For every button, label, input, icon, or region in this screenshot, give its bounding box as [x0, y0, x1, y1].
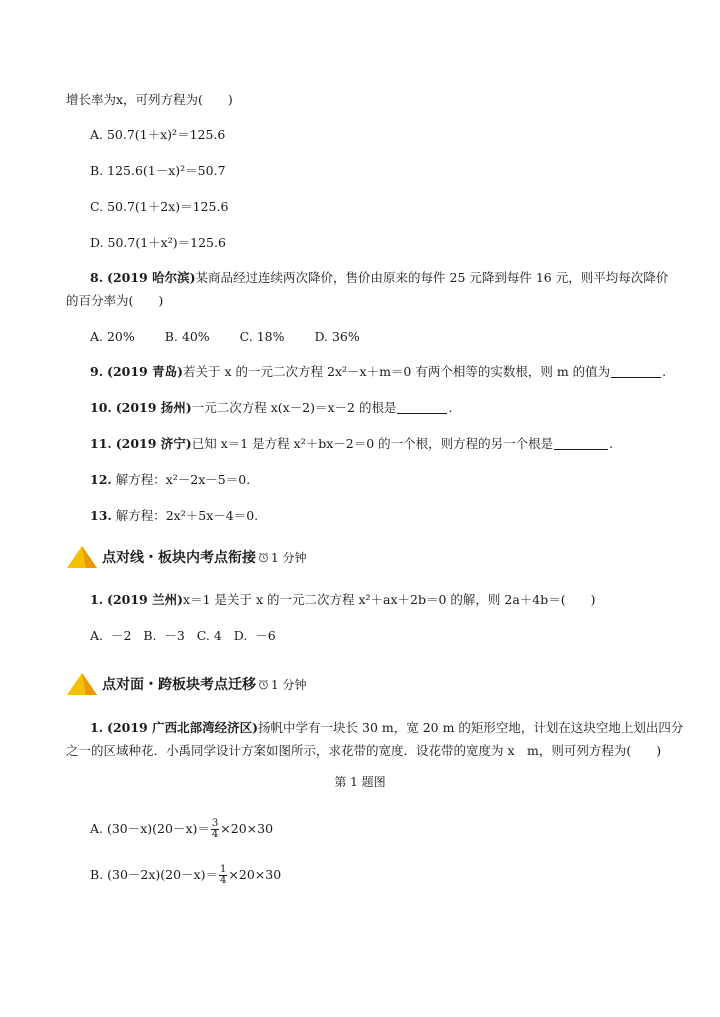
section2-q1-stem-line2: 之一的区域种花．小禹同学设计方案如图所示，求花带的宽度．设花带的宽度为 x m，则可列方程为( ): [66, 743, 662, 758]
alarm-clock-icon: [258, 552, 269, 563]
q9-stem: 若关于 x 的一元二次方程 2x²－x＋m＝0 有两个相等的实数根，则 m 的值为: [183, 364, 611, 379]
option-b-prefix: B. (30－2x)(20－x)＝: [90, 867, 219, 882]
q11-answer-blank[interactable]: [554, 437, 608, 450]
q7-stem-tail: 增长率为x，可列方程为( ): [66, 92, 233, 107]
option-b-fraction: [219, 865, 227, 886]
q12: [90, 472, 250, 488]
q10-answer-blank[interactable]: [397, 401, 447, 414]
q9-source: (2019 青岛): [107, 364, 184, 379]
pyramid-icon: [66, 672, 98, 696]
q8-option-a: A. 20%: [90, 329, 135, 344]
section2-minutes: 1 分钟: [271, 677, 307, 692]
q13-stem: 解方程：2x²＋5x－4＝0.: [115, 508, 259, 523]
option-a-numerator: 3: [211, 818, 219, 829]
section2-q1-option-a: [90, 817, 273, 841]
section1-q1-stem: x＝1 是关于 x 的一元二次方程 x²＋ax＋2b＝0 的解，则 2a＋4b＝( ): [183, 592, 596, 607]
q8-option-d: D. 36%: [314, 329, 360, 344]
q8-number: 8.: [90, 270, 104, 285]
q12-number: 12.: [90, 472, 112, 487]
section1-q1-source: (2019 兰州): [107, 592, 184, 607]
q10-number: 10.: [90, 400, 112, 415]
option-a-prefix: A. (30－x)(20－x)＝: [90, 821, 210, 836]
q11: [90, 436, 613, 452]
q11-number: 11.: [90, 436, 112, 451]
section1-heading: [66, 544, 306, 570]
section1-minutes: 1 分钟: [271, 550, 307, 565]
q9-number: 9.: [90, 364, 104, 379]
q11-stem: 已知 x＝1 是方程 x²＋bx－2＝0 的一个根，则方程的另一个根是: [191, 436, 554, 451]
q13: [90, 508, 258, 524]
option-b-denominator: 4: [220, 875, 227, 886]
q12-stem: 解方程：x²－2x－5＝0.: [115, 472, 251, 487]
q10-stem: 一元二次方程 x(x－2)＝x－2 的根是: [191, 400, 397, 415]
option-a-suffix: ×20×30: [220, 821, 274, 836]
q7-option-d: D. 50.7(1＋x²)＝125.6: [90, 235, 226, 250]
figure-caption: 第 1 题图: [334, 775, 386, 789]
q9-answer-blank[interactable]: [611, 365, 661, 378]
option-b-numerator: 1: [220, 864, 227, 875]
section2-q1-stem-line1: 扬帆中学有一块长 30 m，宽 20 m 的矩形空地，计划在这块空地上划出四分: [258, 720, 684, 735]
q10: [90, 400, 452, 416]
section2-q1-option-b: [90, 863, 281, 887]
section2-q1-number: 1.: [90, 720, 104, 735]
pyramid-icon: [66, 545, 98, 569]
q13-number: 13.: [90, 508, 112, 523]
q7-option-a: A. 50.7(1＋x)²＝125.6: [90, 127, 226, 142]
q8-source: (2019 哈尔滨): [107, 270, 196, 285]
q9-end: .: [662, 364, 667, 379]
q11-source: (2019 济宁): [115, 436, 192, 451]
section2-heading: [66, 671, 306, 697]
option-a-fraction: [211, 819, 219, 840]
q9: [90, 364, 666, 380]
section2-q1: [90, 720, 683, 736]
option-b-suffix: ×20×30: [228, 867, 282, 882]
q8-stem: [90, 270, 668, 286]
section2-q1-source: (2019 广西北部湾经济区): [107, 720, 259, 735]
section1-title: 点对线・板块内考点衔接: [102, 550, 256, 566]
section1-q1-number: 1.: [90, 592, 104, 607]
section1-q1: [90, 592, 596, 608]
q8-stem-line1: 某商品经过连续两次降价，售价由原来的每件 25 元降到每件 16 元，则平均每次降价: [195, 270, 669, 285]
q7-option-b: B. 125.6(1－x)²＝50.7: [90, 163, 226, 178]
q11-end: .: [609, 436, 614, 451]
alarm-clock-icon: [258, 679, 269, 690]
q8-option-c: C. 18%: [239, 329, 285, 344]
q8-option-b: B. 40%: [164, 329, 210, 344]
q7-option-c: C. 50.7(1＋2x)＝125.6: [90, 199, 229, 214]
q10-source: (2019 扬州): [115, 400, 192, 415]
section1-q1-options: A. －2 B. －3 C. 4 D. －6: [90, 628, 276, 643]
q8-options: [90, 329, 360, 345]
q10-end: .: [448, 400, 453, 415]
section2-title: 点对面・跨板块考点迁移: [102, 677, 256, 693]
option-a-denominator: 4: [211, 829, 219, 840]
q8-stem-line2: 的百分率为( ): [66, 293, 164, 308]
